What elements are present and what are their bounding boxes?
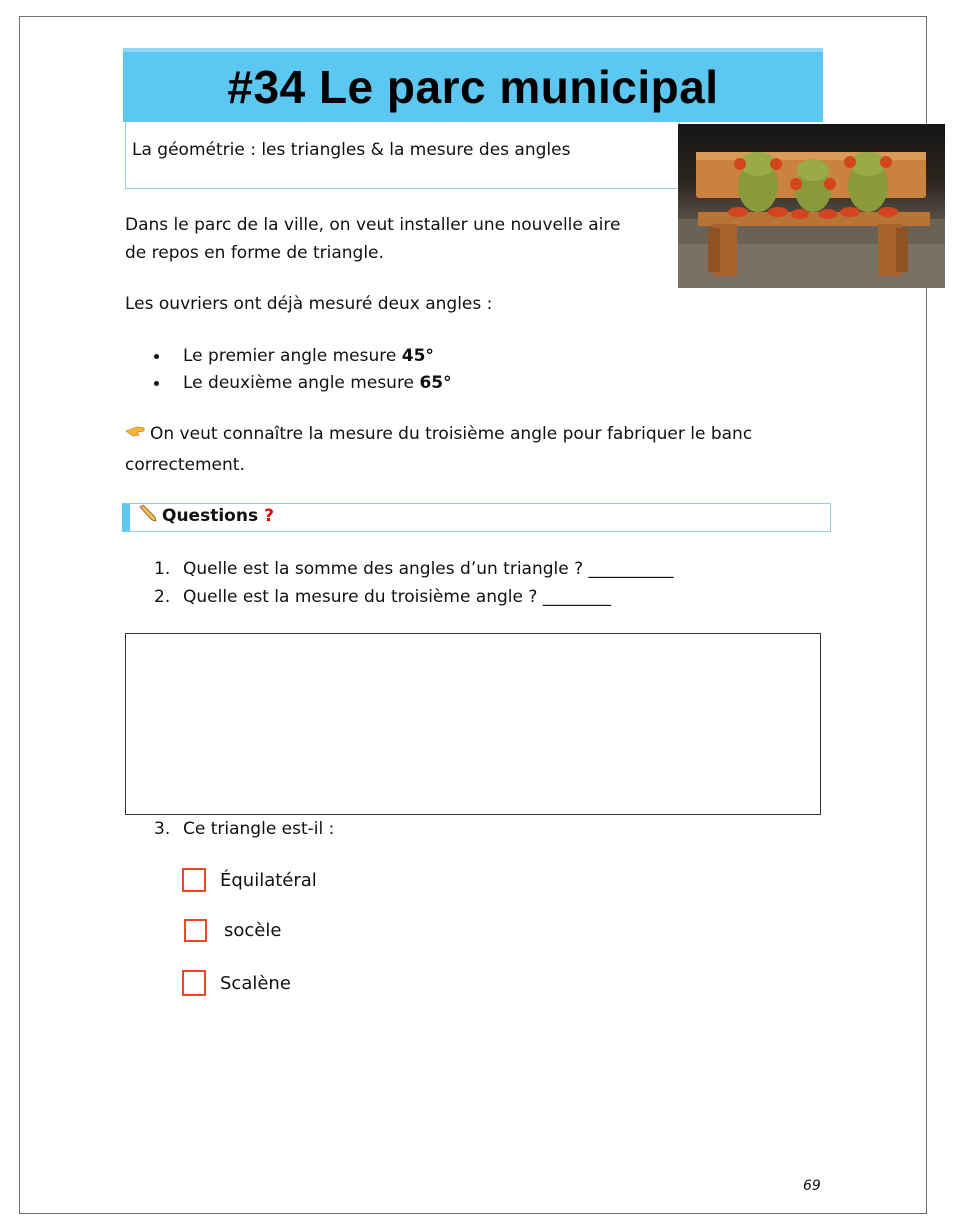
angle-text: Le premier angle mesure: [183, 346, 402, 366]
question-list: [150, 555, 674, 611]
intro-line-2: de repos en forme de triangle.: [125, 243, 384, 263]
pencil-icon: [138, 504, 158, 522]
intro-line-1: Dans le parc de la ville, on veut installer une nouvelle aire: [125, 215, 621, 235]
questions-label: [138, 506, 274, 526]
angle-text: Le deuxième angle mesure: [183, 373, 420, 393]
question-list-continued: [150, 815, 334, 843]
question-number: 2.: [154, 587, 171, 607]
subtitle: La géométrie : les triangles & la mesure des angles: [132, 140, 571, 160]
bullet-icon: [154, 381, 159, 386]
title-banner: [123, 48, 823, 122]
list-item: [150, 370, 452, 397]
questions-heading: Questions: [162, 506, 259, 526]
equilateral-checkbox[interactable]: [182, 868, 206, 892]
questions-header: [122, 503, 831, 532]
list-item: [150, 815, 334, 843]
option-isocele: [184, 919, 281, 942]
angle-value: 65°: [419, 373, 452, 393]
page-number: 69: [803, 1178, 821, 1194]
pointing-hand-icon: [125, 424, 145, 438]
subtitle-box: [125, 122, 680, 189]
bullet-icon: [154, 354, 159, 359]
answer-box[interactable]: [125, 633, 821, 815]
scalene-checkbox[interactable]: [182, 970, 206, 996]
option-equilateral: [182, 868, 317, 892]
angle-value: 45°: [401, 346, 434, 366]
list-item: [150, 555, 674, 583]
option-label: Équilatéral: [220, 869, 317, 891]
question-text: Ce triangle est-il :: [183, 819, 335, 839]
question-number: 3.: [154, 819, 171, 839]
measured-angles-intro: Les ouvriers ont déjà mesuré deux angles :: [125, 294, 493, 314]
angle-list: [150, 343, 452, 397]
question-number: 1.: [154, 559, 171, 579]
list-item: [150, 583, 674, 611]
goal-line-1: [125, 420, 752, 448]
frog-bench-photo: [678, 124, 945, 288]
page-title: #34 Le parc municipal: [227, 61, 719, 113]
list-item: [150, 343, 452, 370]
option-scalene: [182, 970, 291, 996]
option-label: Scalène: [220, 972, 291, 994]
goal-text: On veut connaître la mesure du troisième angle pour fabriquer le banc: [150, 424, 753, 444]
option-label: socèle: [224, 920, 282, 941]
question-text: Quelle est la mesure du troisième angle ? ________: [183, 587, 611, 607]
question-text: Quelle est la somme des angles d’un triangle ? __________: [183, 559, 674, 579]
frog-bench-illustration: [678, 124, 945, 288]
goal-line-2: correctement.: [125, 455, 245, 475]
question-mark: ?: [264, 506, 274, 526]
isocele-checkbox[interactable]: [184, 919, 207, 942]
